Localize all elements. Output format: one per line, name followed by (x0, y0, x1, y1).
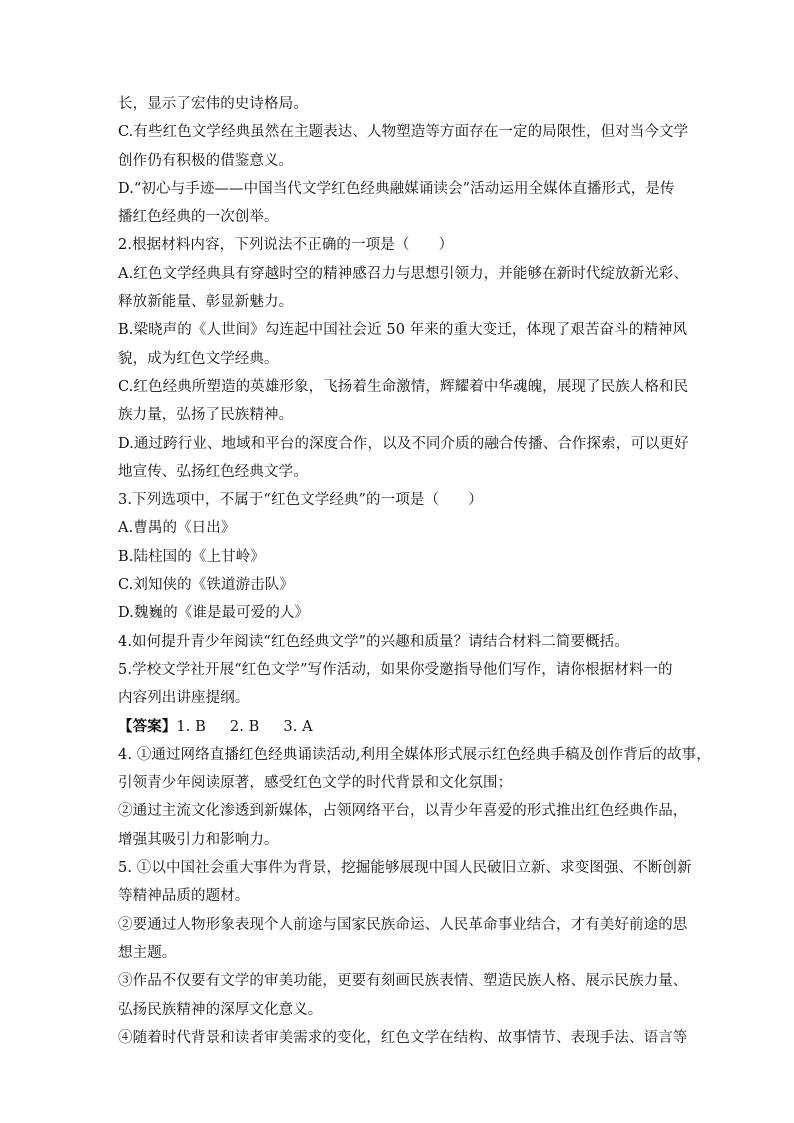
answer-text-line: 5. ①以中国社会重大事件为背景，挖掘能够展现中国人民破旧立新、求变图强、不断创新 (118, 860, 692, 877)
text-line: 播红色经典的一次创举。 (118, 209, 279, 226)
text-line: C.红色经典所塑造的英雄形象，飞扬着生命激情，辉耀着中华魂魄，展现了民族人格和民 (118, 378, 689, 395)
answer-1: 1. B (176, 718, 206, 735)
text-line: 长，显示了宏伟的史诗格局。 (118, 96, 308, 112)
answer-text-line: 4. ①通过网络直播红色经典诵读活动,利用全媒体形式展示红色经典手稿及创作背后的故事， (118, 746, 711, 763)
option-line: A.曹禺的《日出》 (118, 520, 236, 537)
answer-text-line: ②要通过人物形象表现个人前途与国家民族命运、人民革命事业结合，才有美好前途的思 (118, 916, 688, 933)
answer-text-line: ②通过主流文化渗透到新媒体，占领网络平台，以青少年喜爱的形式推出红色经典作品， (118, 803, 688, 820)
answer-text-line: 等精神品质的题材。 (118, 888, 250, 905)
text-line: C.有些红色文学经典虽然在主题表达、人物塑造等方面存在一定的局限性，但对当今文学 (118, 124, 689, 141)
answer-text-line: 想主题。 (118, 944, 177, 961)
option-line: D.魏巍的《谁是最可爱的人》 (118, 605, 310, 622)
text-line: A.红色文学经典具有穿越时空的精神感召力与思想引领力，并能够在新时代绽放新光彩、 (118, 265, 689, 282)
text-line: 创作仍有积极的借鉴意义。 (118, 152, 294, 169)
question-3: 3.下列选项中，不属于“红色文学经典”的一项是（ ） (118, 492, 483, 509)
question-4: 4.如何提升青少年阅读“红色经典文学”的兴趣和质量？请结合材料二简要概括。 (118, 633, 629, 650)
question-2: 2.根据材料内容，下列说法不正确的一项是（ ） (118, 237, 454, 254)
option-line: B.陆柱国的《上甘岭》 (118, 548, 265, 565)
text-line: 族力量，弘扬了民族精神。 (118, 407, 294, 424)
answer-key-label: 【答案】 (118, 717, 177, 735)
option-line: C.刘知侠的《铁道游击队》 (118, 577, 294, 594)
answer-line (118, 713, 682, 741)
text-line: D.“初心与手迹——中国当代文学红色经典融媒诵读会”活动运用全媒体直播形式，是传 (118, 180, 675, 197)
answer-text-line: 弘扬民族精神的深厚文化意义。 (118, 1001, 323, 1018)
answer-text-line: 增强其吸引力和影响力。 (118, 831, 279, 848)
text-line: 内容列出讲座提纲。 (118, 690, 250, 707)
answer-2: 2. B (229, 718, 260, 735)
text-line: 地宣传、弘扬红色经典文学。 (118, 463, 308, 480)
question-5: 5.学校文学社开展“红色文学”写作活动，如果你受邀指导他们写作，请你根据材料一的 (118, 661, 673, 678)
text-line: 释放新能量、彰显新魅力。 (118, 294, 294, 311)
text-line: B.梁晓声的《人世间》勾连起中国社会近 50 年来的重大变迁，体现了艰苦奋斗的精神风 (118, 322, 688, 339)
answer-3: 3. A (283, 718, 313, 735)
text-line: 貌，成为红色文学经典。 (118, 350, 279, 367)
answer-text-line: ④随着时代背景和读者审美需求的变化，红色文学在结构、故事情节、表现手法、语言等 (118, 1029, 688, 1046)
text-line: D.通过跨行业、地域和平台的深度合作，以及不同介质的融合传播、合作探索，可以更好 (118, 435, 689, 452)
document-page (118, 90, 711, 1052)
answer-text-line: 引领青少年阅读原著，感受红色文学的时代背景和文化氛围； (118, 775, 513, 792)
answer-text-line: ③作品不仅要有文学的审美功能，更要有刻画民族表情、塑造民族人格、展示民族力量、 (118, 973, 688, 990)
